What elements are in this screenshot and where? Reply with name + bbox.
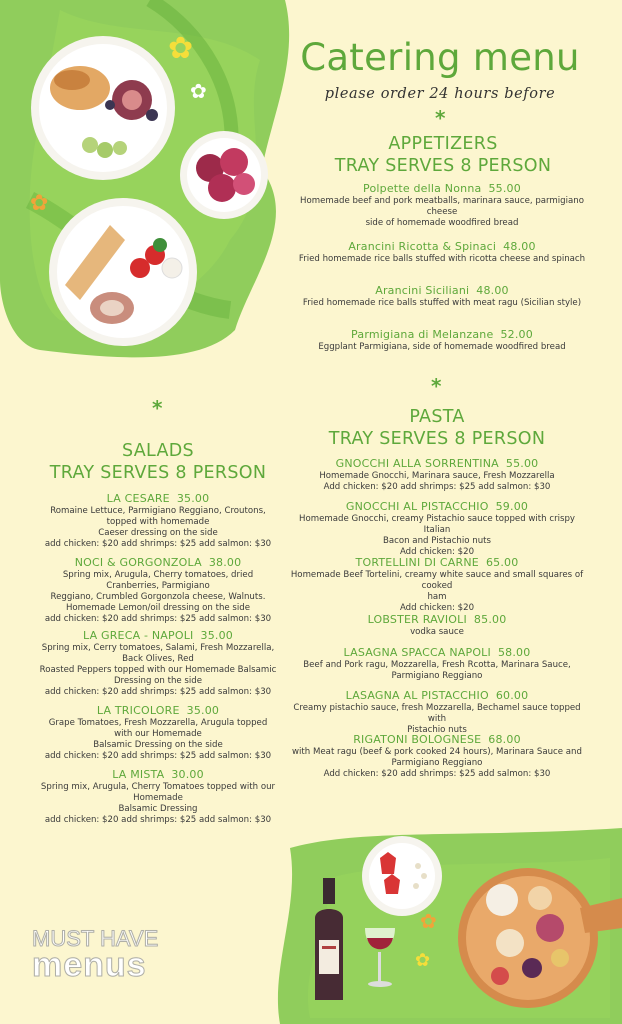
salads-item [38, 768, 278, 826]
item-price: 35.00 [200, 629, 233, 642]
item-price: 38.00 [208, 556, 242, 569]
appetizers-item [292, 328, 592, 353]
item-description: Balsamic Dressing [118, 804, 198, 814]
item-name [292, 284, 592, 298]
must-have-menus-logo: MUST HAVE menus [32, 926, 159, 984]
item-description: Back Olives, Red [122, 654, 194, 664]
salads-heading: SALADS TRAY SERVES 8 PERSON [49, 441, 267, 483]
item-description: Bacon and Pistachio nuts [382, 536, 491, 546]
item-title: GNOCCHI ALLA SORRENTINA [335, 457, 499, 470]
item-description: Fried homemade rice balls stuffed with meat ragu (Sicilian style) [302, 298, 582, 308]
appetizers-item [292, 240, 592, 265]
svg-text:✿: ✿ [30, 191, 49, 216]
item-price: 35.00 [176, 492, 210, 505]
item-name [38, 492, 278, 506]
item-name [287, 613, 587, 627]
item-name [287, 500, 587, 514]
item-title: LASAGNA AL PISTACCHIO [345, 689, 489, 702]
item-title: Parmigiana di Melanzane [351, 328, 494, 341]
item-price: 58.00 [497, 646, 531, 659]
appetizers-item [292, 182, 592, 229]
item-description: Parmigiano Reggiano [391, 758, 483, 768]
item-price: 48.00 [503, 240, 536, 253]
salads-item [38, 629, 278, 698]
salads-item [38, 704, 278, 762]
item-price: 85.00 [473, 613, 507, 626]
item-price: 60.00 [495, 689, 529, 702]
item-name [292, 328, 592, 342]
item-name [38, 556, 278, 570]
item-description: with our Homemade [114, 729, 202, 739]
item-price: 59.00 [495, 500, 529, 513]
pasta-heading: PASTA TRAY SERVES 8 PERSON [328, 407, 546, 449]
item-description: Roasted Peppers topped with our Homemade Balsamic [39, 665, 277, 675]
item-name [287, 646, 587, 660]
item-title: NOCI & GORGONZOLA [74, 556, 202, 569]
item-description: add chicken: $20 add shrimps: $25 add salmon: $30 [44, 815, 272, 825]
item-description: add chicken: $20 add shrimps: $25 add salmon: $30 [44, 751, 272, 761]
pasta-item [287, 646, 587, 682]
item-price: 55.00 [488, 182, 521, 195]
item-description: Eggplant Parmigiana, side of homemade woodfired bread [318, 342, 566, 352]
item-name [292, 182, 592, 196]
item-name [287, 733, 587, 747]
item-name [287, 556, 587, 570]
pasta-item [287, 500, 587, 558]
pasta-item [287, 556, 587, 614]
item-description: side of homemade woodfired bread [365, 218, 519, 228]
item-description: Homemade beef and pork meatballs, marinara sauce, parmigiano cheese [299, 196, 584, 217]
wine-bottle-illustration [270, 828, 622, 1024]
item-description: Romaine Lettuce, Parmigiano Reggiano, Croutons, [50, 506, 266, 516]
item-price: 48.00 [476, 284, 509, 297]
item-description: Beef and Pork ragu, Mozzarella, Fresh Rcotta, Marinara Sauce, [303, 660, 571, 670]
item-name [38, 768, 278, 782]
item-title: GNOCCHI AL PISTACCHIO [345, 500, 489, 513]
item-description: Grape Tomatoes, Fresh Mozzarella, Arugula topped [48, 718, 268, 728]
item-title: TORTELLINI DI CARNE [355, 556, 479, 569]
item-name [292, 240, 592, 254]
item-description: Balsamic Dressing on the side [93, 740, 223, 750]
item-description: Pistachio nuts [407, 725, 467, 735]
item-title: Arancini Siciliani [375, 284, 470, 297]
salads-item [38, 492, 278, 550]
pasta-item [287, 457, 587, 493]
item-title: Arancini Ricotta & Spinaci [348, 240, 497, 253]
item-description: Parmigiano Reggiano [391, 671, 483, 681]
item-description: add chicken: $20 add shrimps: $25 add salmon: $30 [44, 687, 272, 697]
item-name [38, 629, 278, 643]
item-title: LA GRECA - NAPOLI [82, 629, 194, 642]
svg-text:✿: ✿ [420, 909, 437, 933]
appetizers-item [292, 284, 592, 309]
item-description: Homemade [133, 793, 183, 803]
item-description: Reggiano, Crumbled Gorgonzola cheese, Walnuts. [50, 592, 266, 602]
item-name [38, 704, 278, 718]
pasta-item [287, 689, 587, 736]
item-description: Homemade Beef Tortelini, creamy white sauce and small squares of cooked [290, 570, 584, 591]
item-description: vodka sauce [410, 627, 464, 637]
star-decoration-icon: * [152, 396, 163, 420]
item-description: Dressing on the side [113, 676, 203, 686]
svg-text:✿: ✿ [415, 950, 431, 971]
pasta-item [287, 733, 587, 780]
item-price: 55.00 [505, 457, 539, 470]
item-description: ham [427, 592, 447, 602]
item-title: LA TRICOLORE [96, 704, 180, 717]
appetizers-heading: APPETIZERS TRAY SERVES 8 PERSON [334, 134, 552, 176]
item-description: Add chicken: $20 add shrimps: $25 add salmon: $30 [323, 769, 551, 779]
food-platter-illustration [0, 0, 300, 380]
star-decoration-icon: * [435, 106, 446, 130]
item-description: Homemade Lemon/oil dressing on the side [65, 603, 251, 613]
item-title: LASAGNA SPACCA NAPOLI [343, 646, 491, 659]
svg-text:✿: ✿ [190, 79, 207, 103]
item-description: Homemade Gnocchi, creamy Pistachio sauce topped with crispy Italian [298, 514, 576, 535]
item-description: Caeser dressing on the side [98, 528, 218, 538]
item-title: LOBSTER RAVIOLI [367, 613, 467, 626]
item-description: Add chicken: $20 [399, 603, 475, 613]
pasta-item [287, 613, 587, 638]
item-description: Cranberries, Parmigiano [106, 581, 210, 591]
item-description: Spring mix, Arugula, Cherry tomatoes, dried [62, 570, 254, 580]
item-title: LA CESARE [106, 492, 170, 505]
item-description: topped with homemade [106, 517, 210, 527]
item-description: Add chicken: $20 [399, 547, 475, 557]
item-title: Polpette della Nonna [363, 182, 482, 195]
item-price: 52.00 [500, 328, 533, 341]
item-description: with Meat ragu (beef & pork cooked 24 hours), Marinara Sauce and [292, 747, 582, 757]
item-price: 65.00 [485, 556, 519, 569]
item-price: 68.00 [488, 733, 521, 746]
svg-text:✿: ✿ [168, 31, 194, 66]
item-description: Spring mix, Arugula, Cherry Tomatoes topped with our [40, 782, 276, 792]
star-decoration-icon: * [431, 374, 442, 398]
page-subtitle: please order 24 hours before [324, 86, 556, 102]
item-title: RIGATONI BOLOGNESE [353, 733, 482, 746]
item-price: 30.00 [171, 768, 204, 781]
item-title: LA MISTA [112, 768, 165, 781]
salads-item [38, 556, 278, 625]
item-description: Add chicken: $20 add shrimps: $25 add salmon: $30 [323, 482, 551, 492]
item-price: 35.00 [186, 704, 220, 717]
page-title: Catering menu [300, 36, 580, 79]
item-description: Fried homemade rice balls stuffed with ricotta cheese and spinach [298, 254, 586, 264]
item-description: Creamy pistachio sauce, fresh Mozzarella, Bechamel sauce topped with [293, 703, 581, 724]
item-description: Homemade Gnocchi, Marinara sauce, Fresh Mozzarella [319, 471, 555, 481]
item-description: add chicken: $20 add shrimps: $25 add salmon: $30 [44, 614, 272, 624]
item-description: add chicken: $20 add shrimps: $25 add salmon: $30 [44, 539, 272, 549]
item-name [287, 689, 587, 703]
item-name [287, 457, 587, 471]
item-description: Spring mix, Cerry tomatoes, Salami, Fresh Mozzarella, [41, 643, 275, 653]
